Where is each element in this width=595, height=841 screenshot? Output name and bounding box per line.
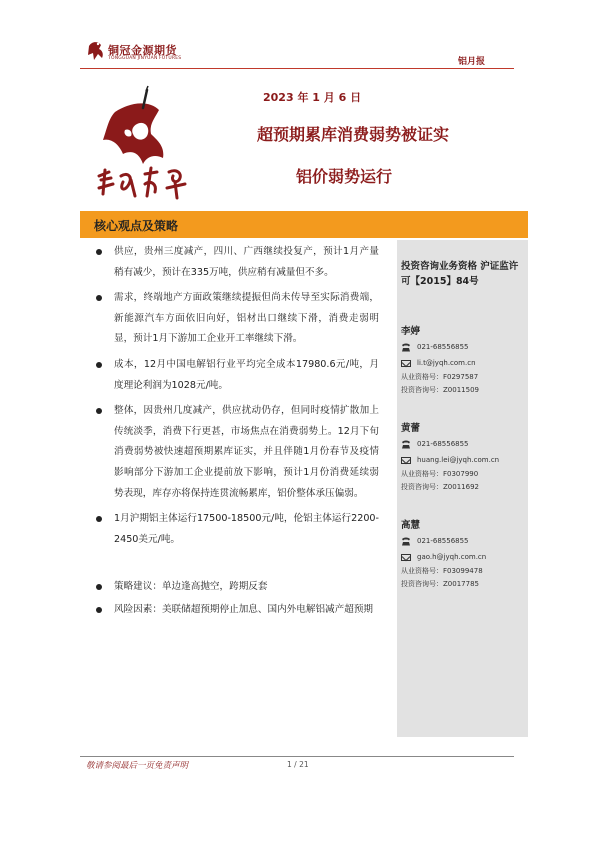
- header-divider: [80, 68, 514, 69]
- bullet-icon: [96, 516, 102, 522]
- list-item: [94, 509, 379, 550]
- analyst-email[interactable]: li.t@jyqh.com.cn: [417, 359, 476, 367]
- core-views: [94, 242, 379, 623]
- analyst-name: 高慧: [401, 520, 421, 531]
- analyst-card: [401, 420, 526, 494]
- bullet-icon: [96, 295, 102, 301]
- license-number: 从业资格号：F03099478: [401, 567, 483, 575]
- qualification-text: 投资咨询业务资格 沪证监许可【2015】84号: [401, 261, 519, 287]
- analyst-card: [401, 323, 526, 397]
- bullet-text: 1月沪期铝主体运行17500-18500元/吨，伦铝主体运行2200-2450美元/吨。: [114, 513, 379, 545]
- phone-icon: [401, 440, 411, 449]
- license-number: 从业资格号：F0297587: [401, 373, 479, 381]
- phone-icon: [401, 343, 411, 352]
- email-icon: [401, 360, 411, 367]
- bullet-text: 整体，因贵州几度减产，供应扰动仍存，但同时疫情扩散加上传统淡季，消费下行更甚，市场焦点在消费弱势上。12月下旬消费弱势被快速超预期累库证实，并且伴随1月份春节及疫情影响部分下游加工企业提前放下影响，预计1月份消费延续弱势表现，库存亦将保持连贯流畅累库，铝价整体承压偏弱。: [114, 405, 379, 499]
- company-logo-icon: [86, 40, 106, 62]
- page-number: 1 / 21: [287, 760, 309, 769]
- analyst-name: 李婷: [401, 326, 421, 337]
- strategy-text: 策略建议：单边逢高抛空，跨期反套: [114, 581, 268, 593]
- bullet-icon: [96, 362, 102, 368]
- analyst-name: 黄蕾: [401, 423, 421, 434]
- bullet-text: 供应，贵州三度减产，四川、广西继续投复产，预计1月产量稍有减少，预计在335万吨，供应稍有减量但不多。: [114, 246, 379, 278]
- disclaimer-note: 敬请参阅最后一页免责声明: [86, 761, 189, 771]
- company-name: 铜冠金源期货: [108, 44, 177, 57]
- risk-text: 风险因素：美联储超预期停止加息、国内外电解铝减产超预期: [114, 603, 374, 615]
- report-date: 2023 年 1 月 6 日: [263, 91, 362, 104]
- email-icon: [401, 457, 411, 464]
- footer-divider: [80, 756, 514, 757]
- analyst-phone: 021-68556855: [417, 343, 469, 351]
- calligraphy-emblem: [85, 84, 209, 212]
- report-title: 超预期累库消费弱势被证实: [257, 125, 450, 144]
- bullet-text: 成本，12月中国电解铝行业平均完全成本17980.6元/吨，月度理论利润为1028元/吨。: [114, 358, 379, 391]
- analyst-email[interactable]: huang.lei@jyqh.com.cn: [417, 456, 500, 464]
- analyst-info: [401, 260, 526, 591]
- list-item: [94, 600, 379, 621]
- list-item: [94, 242, 379, 283]
- email-icon: [401, 554, 411, 561]
- report-type: 铝月报: [458, 57, 486, 67]
- phone-icon: [401, 537, 411, 546]
- license-number: 从业资格号：F0307990: [401, 470, 479, 478]
- analyst-phone: 021-68556855: [417, 537, 469, 545]
- list-item: [94, 288, 379, 350]
- bullet-icon: [96, 408, 102, 414]
- analyst-email[interactable]: gao.h@jyqh.com.cn: [417, 553, 487, 561]
- bullet-icon: [96, 584, 102, 590]
- consult-number: 投资咨询号：Z0011509: [401, 386, 479, 394]
- report-subtitle: 铝价弱势运行: [296, 167, 393, 186]
- list-item: [94, 401, 379, 504]
- bullet-icon: [96, 249, 102, 255]
- company-name-en: TONGGUAN JINYUAN FUTURES: [108, 56, 182, 61]
- bullet-text: 需求，终端地产方面政策继续提振但尚未传导至实际消费端，新能源汽车方面依旧向好，铝材出口继续下滑，消费走弱明显，预计1月下游加工企业开工率继续下滑。: [114, 292, 379, 345]
- section-title: 核心观点及策略: [94, 219, 179, 233]
- analyst-phone: 021-68556855: [417, 440, 469, 448]
- consult-number: 投资咨询号：Z0017785: [401, 580, 479, 588]
- consult-number: 投资咨询号：Z0011692: [401, 483, 479, 491]
- bullet-icon: [96, 607, 102, 613]
- list-item: [94, 355, 379, 396]
- analyst-card: [401, 517, 526, 591]
- list-item: [94, 577, 379, 598]
